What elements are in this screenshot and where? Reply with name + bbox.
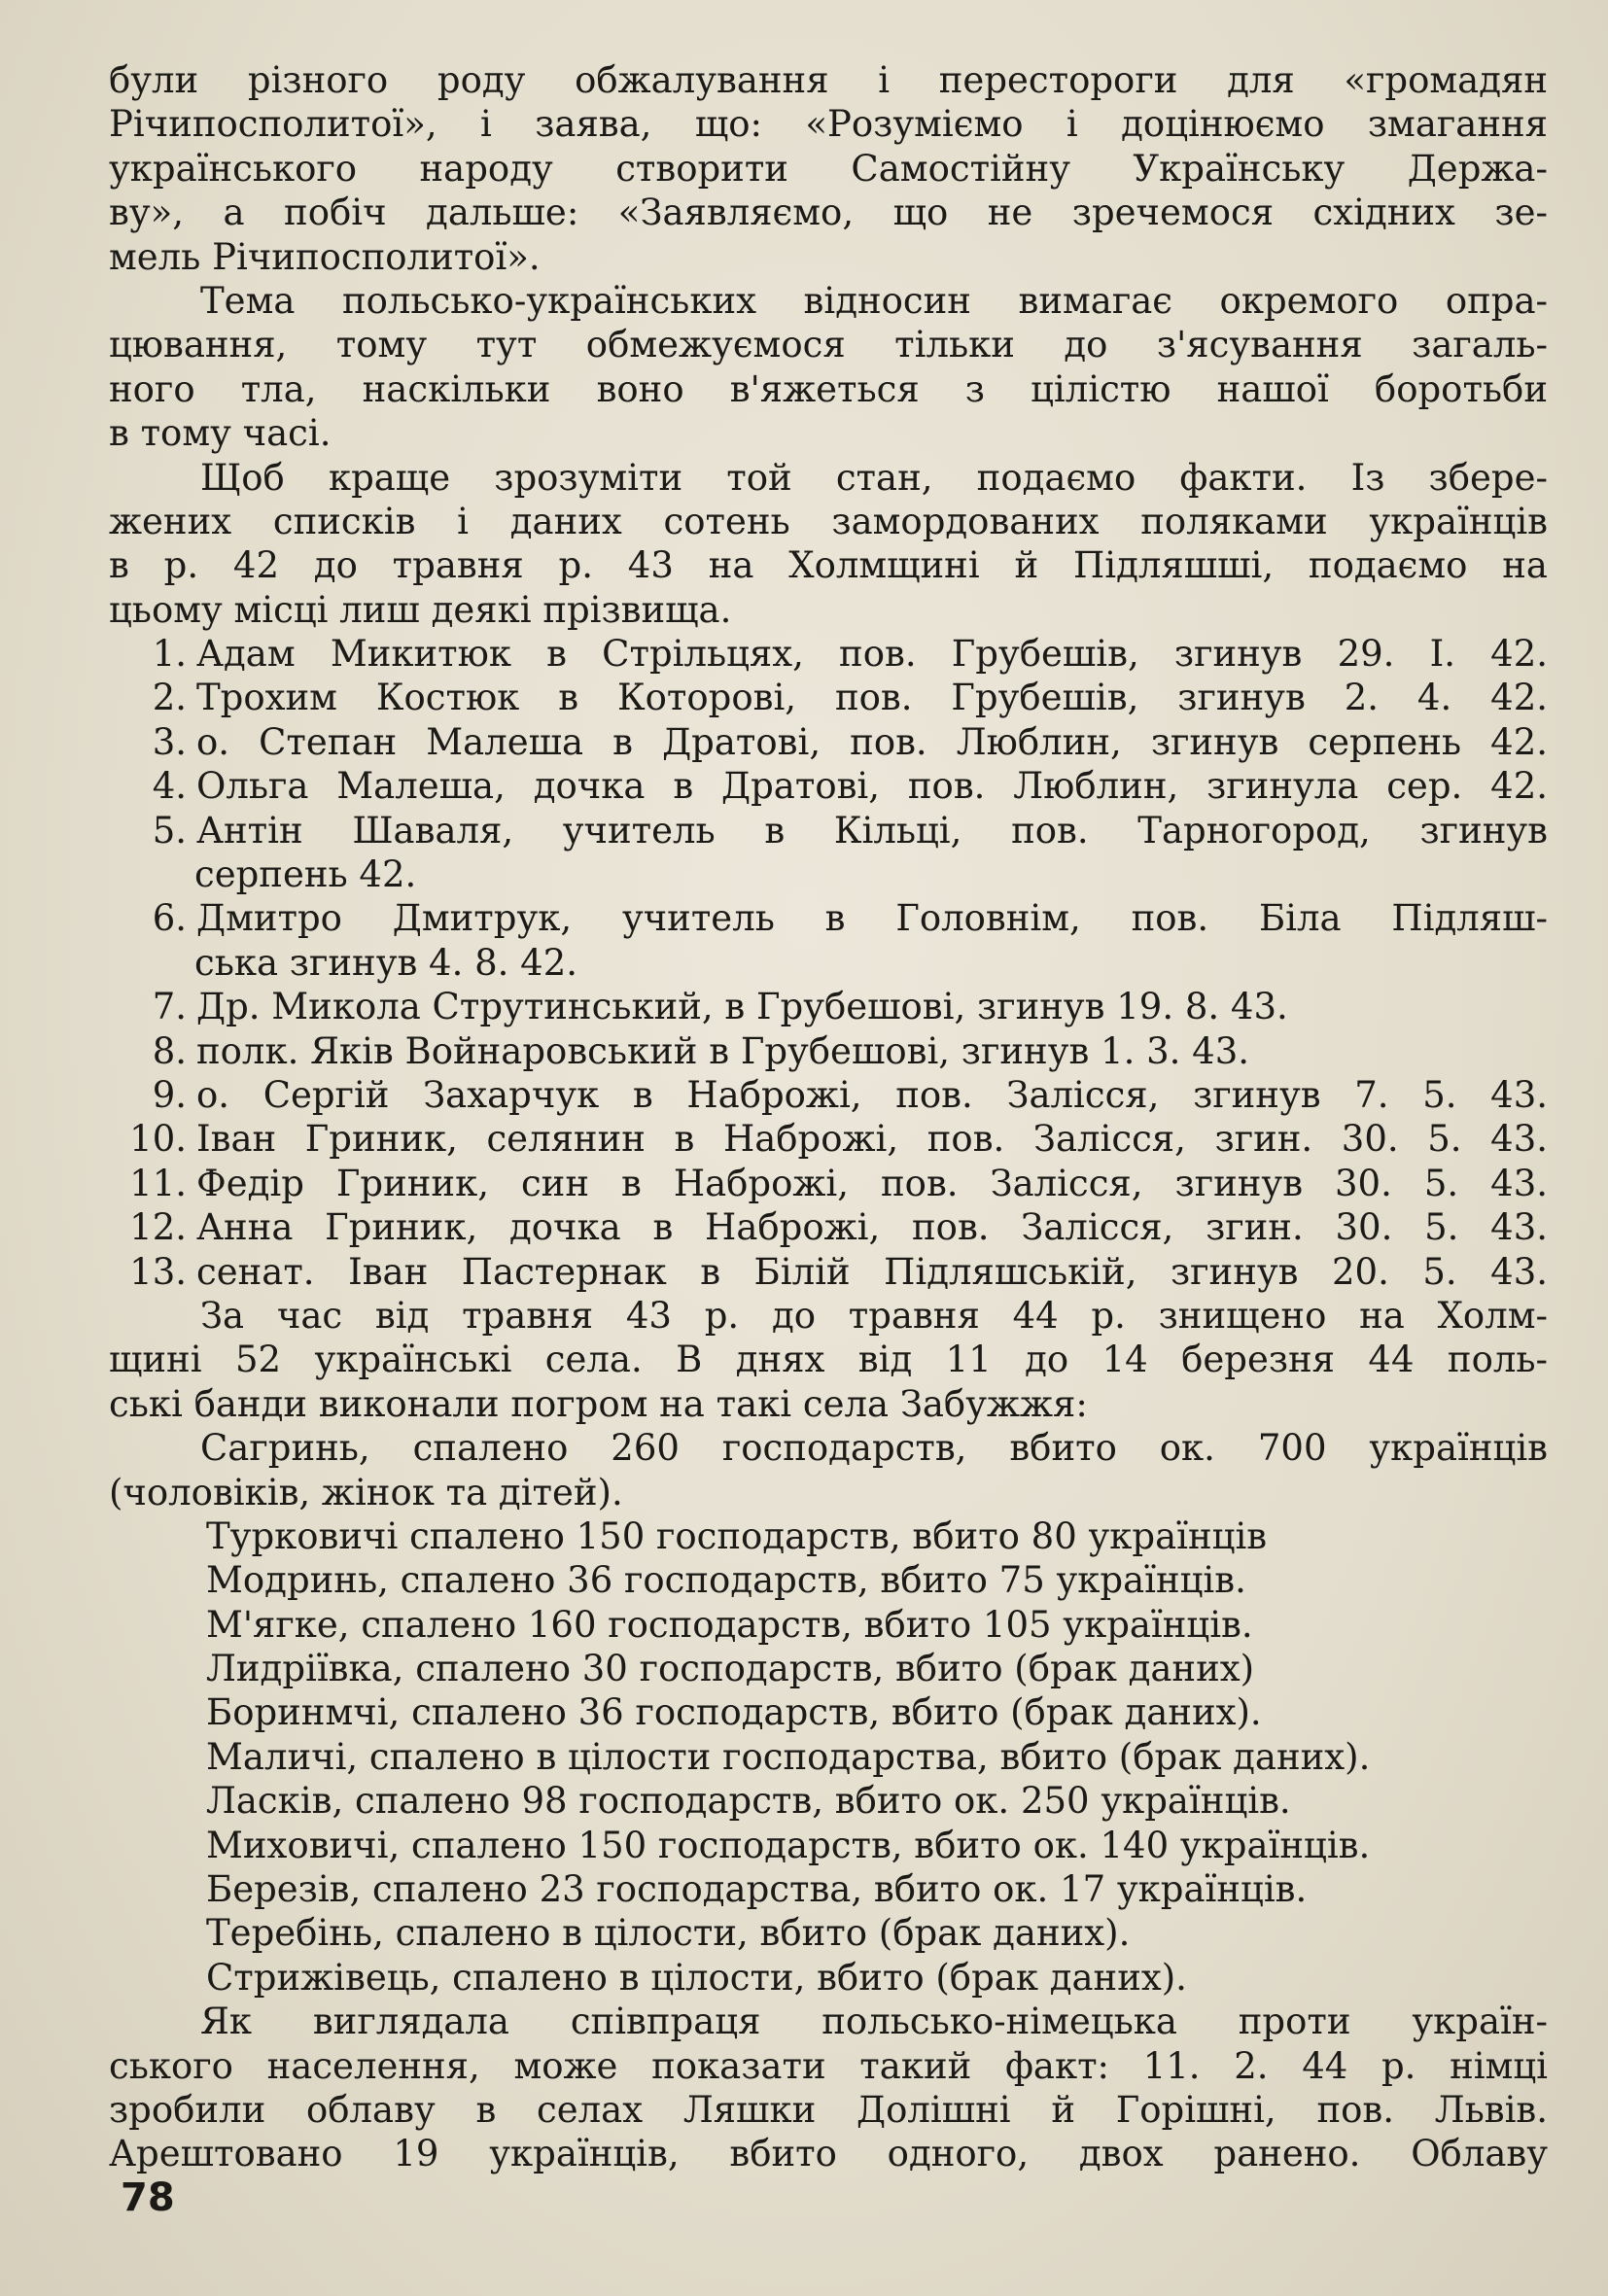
list-item-number: 2. [152,677,187,719]
list-item-number: 7. [152,986,187,1028]
list-item-number: 8. [152,1029,187,1072]
list-item-text: о. Сергій Захарчук в Наброжі, пов. Залісся, згинув 7. 5. 43. [196,1073,1548,1116]
village-entry-text: Турковичі спалено 150 господарств, вбито 80 українців [206,1514,1268,1557]
list-item-text: Іван Гриник, селянин в Наброжі, пов. Залісся, згин. 30. 5. 43. [196,1118,1548,1161]
text-line-content: Як виглядала співпраця польсько-німецька проти україн- [200,2000,1548,2043]
list-item-number: 1. [152,633,187,676]
text-line [109,2088,1548,2132]
text-line-content: в тому часі. [109,412,332,455]
list-item-text: Др. Микола Струтинський, в Грубешові, згинув 19. 8. 43. [196,986,1288,1028]
list-item-text: Ольга Малеша, дочка в Дратові, пов. Люблин, згинула сер. 42. [196,765,1548,808]
text-line [109,543,1548,587]
text-line [109,367,1548,411]
village-entry-text: М'ягке, спалено 160 господарств, вбито 105 українців. [206,1603,1253,1646]
list-item-number: 11. [129,1162,187,1204]
text-line-content: зробили облаву в селах Ляшки Долішні й Горішні, пов. Львів. [109,2088,1548,2131]
text-line [109,102,1548,146]
village-entry [109,1779,1548,1823]
list-item-text: о. Степан Малеша в Дратові, пов. Люблин, згинув серпень 42. [196,720,1548,763]
list-item-number: 13. [129,1250,187,1293]
list-item-text: сенат. Іван Пастернак в Білій Підляшській, згинув 20. 5. 43. [196,1250,1548,1293]
villages-list [109,1426,1548,2000]
text-line [109,588,1548,632]
paragraph-continuation [109,58,1548,279]
text-line [109,235,1548,279]
village-entry [109,1514,1548,1558]
text-line-content: жених списків і даних сотень замордованих поляками українців [109,500,1548,542]
village-entry-text: Модринь, спалено 36 господарств, вбито 75 українців. [206,1559,1246,1602]
list-item-number: 4. [152,765,187,808]
paragraph-relations-topic [109,279,1548,456]
text-line [109,2000,1548,2043]
village-entry [109,1603,1548,1647]
list-item-continuation [109,852,1548,896]
text-line-content: ські банди виконали погром на такі села Забужжя: [109,1382,1088,1425]
village-entry [109,1647,1548,1690]
list-item [109,809,1548,852]
village-entry-text: Стрижівець, спалено в цілости, вбито (брак даних). [206,1956,1187,1999]
list-item [109,720,1548,764]
text-line [109,2044,1548,2088]
village-entry [109,1735,1548,1779]
list-item-text: Федір Гриник, син в Наброжі, пов. Залісся, згинув 30. 5. 43. [196,1162,1548,1204]
list-item-text: Дмитро Дмитрук, учитель в Головнім, пов. Біла Підляш- [196,897,1548,940]
text-line [109,323,1548,366]
list-item-number: 3. [152,720,187,763]
list-item-number: 12. [129,1206,187,1249]
list-item-number: 9. [152,1073,187,1116]
village-entry-text: Березів, спалено 23 господарства, вбито ок. 17 українців. [206,1868,1308,1911]
text-line [109,58,1548,102]
text-line [109,500,1548,543]
list-item-text: серпень 42. [194,853,417,896]
text-line [109,456,1548,500]
list-item [109,632,1548,676]
victims-list [109,632,1548,1294]
village-entry [109,1911,1548,1955]
list-item [109,1205,1548,1249]
text-line-content: Річипосполитої», і заява, що: «Розуміємо і доцінюємо змагання [109,103,1548,146]
list-item-number: 5. [152,809,187,852]
village-entry-text: Сагринь, спалено 260 господарств, вбито ок. 700 українців [200,1427,1548,1470]
text-line [109,1382,1548,1426]
paragraph-cooperation [109,2000,1548,2176]
village-entry-text: Теребінь, спалено в цілости, вбито (брак даних). [206,1912,1131,1955]
list-item [109,1250,1548,1294]
list-item [109,1162,1548,1205]
village-entry-text: (чоловіків, жінок та дітей). [109,1471,623,1513]
list-item [109,1117,1548,1161]
list-item-text: Антін Шаваля, учитель в Кільці, пов. Тарногород, згинув [196,809,1548,852]
text-line [109,2132,1548,2175]
text-line-content: українського народу створити Самостійну Українську Держа- [109,147,1548,190]
list-item-text: Адам Микитюк в Стрільцях, пов. Грубешів, згинув 29. I. 42. [196,633,1548,676]
village-entry [109,1956,1548,2000]
text-line-content: Щоб краще зрозуміти той стан, подаємо факти. Із збере- [200,456,1548,499]
list-item-continuation [109,941,1548,985]
text-line [109,191,1548,234]
text-line-content: За час від травня 43 р. до травня 44 р. знищено на Холм- [200,1294,1548,1337]
text-line [109,1338,1548,1381]
text-line-content: ського населення, може показати такий факт: 11. 2. 44 р. німці [109,2044,1548,2087]
text-line-content: були різного роду обжалування і перестороги для «громадян [109,59,1548,101]
list-item-text: Анна Гриник, дочка в Наброжі, пов. Залісся, згин. 30. 5. 43. [196,1206,1548,1249]
text-line-content: щині 52 українські села. В днях від 11 до 14 березня 44 поль- [109,1339,1548,1381]
text-line-content: Тема польсько-українських відносин вимагає окремого опра- [200,279,1548,322]
list-item [109,1073,1548,1117]
list-item-text: ська згинув 4. 8. 42. [194,941,578,984]
paragraph-destroyed-villages [109,1294,1548,1426]
village-entry-continuation [109,1471,1548,1514]
text-line-content: ву», а побіч дальше: «Заявляємо, що не зречемося східних зе- [109,191,1548,234]
text-line-content: Арештовано 19 українців, вбито одного, двох ранено. Облаву [109,2133,1548,2175]
paragraph-facts-intro [109,456,1548,633]
village-entry-text: Маличі, спалено в цілости господарства, вбито (брак даних). [206,1735,1371,1778]
village-entry [109,1426,1548,1470]
village-entry-text: Ласків, спалено 98 господарств, вбито ок. 250 українців. [206,1780,1291,1823]
village-entry [109,1558,1548,1602]
page-text [109,58,1548,2176]
village-entry [109,1824,1548,1867]
text-line-content: мель Річипосполитої». [109,235,541,278]
list-item [109,676,1548,719]
list-item [109,985,1548,1028]
list-item [109,1029,1548,1073]
list-item-number: 10. [129,1118,187,1161]
text-line-content: ного тла, наскільки воно в'яжеться з цілістю нашої боротьби [109,367,1548,410]
village-entry [109,1867,1548,1911]
list-item [109,764,1548,808]
text-line-content: цювання, тому тут обмежуємося тільки до з'ясування загаль- [109,324,1548,366]
text-line [109,147,1548,191]
village-entry [109,1690,1548,1734]
text-line [109,1294,1548,1338]
list-item-text: полк. Яків Войнаровський в Грубешові, згинув 1. 3. 43. [196,1029,1250,1072]
list-item-number: 6. [152,897,187,940]
list-item-text: Трохим Костюк в Которові, пов. Грубешів, згинув 2. 4. 42. [196,677,1548,719]
text-line-content: в р. 42 до травня р. 43 на Холмщині й Підляшші, подаємо на [109,544,1548,587]
text-line [109,279,1548,323]
text-line [109,411,1548,455]
village-entry-text: Лидріївка, спалено 30 господарств, вбито (брак даних) [206,1648,1255,1690]
page-number: 78 [121,2175,175,2220]
list-item [109,896,1548,940]
village-entry-text: Миховичі, спалено 150 господарств, вбито ок. 140 українців. [206,1824,1371,1866]
text-line-content: цьому місці лиш деякі прізвища. [109,588,732,631]
village-entry-text: Боринмчі, спалено 36 господарств, вбито (брак даних). [206,1691,1262,1734]
